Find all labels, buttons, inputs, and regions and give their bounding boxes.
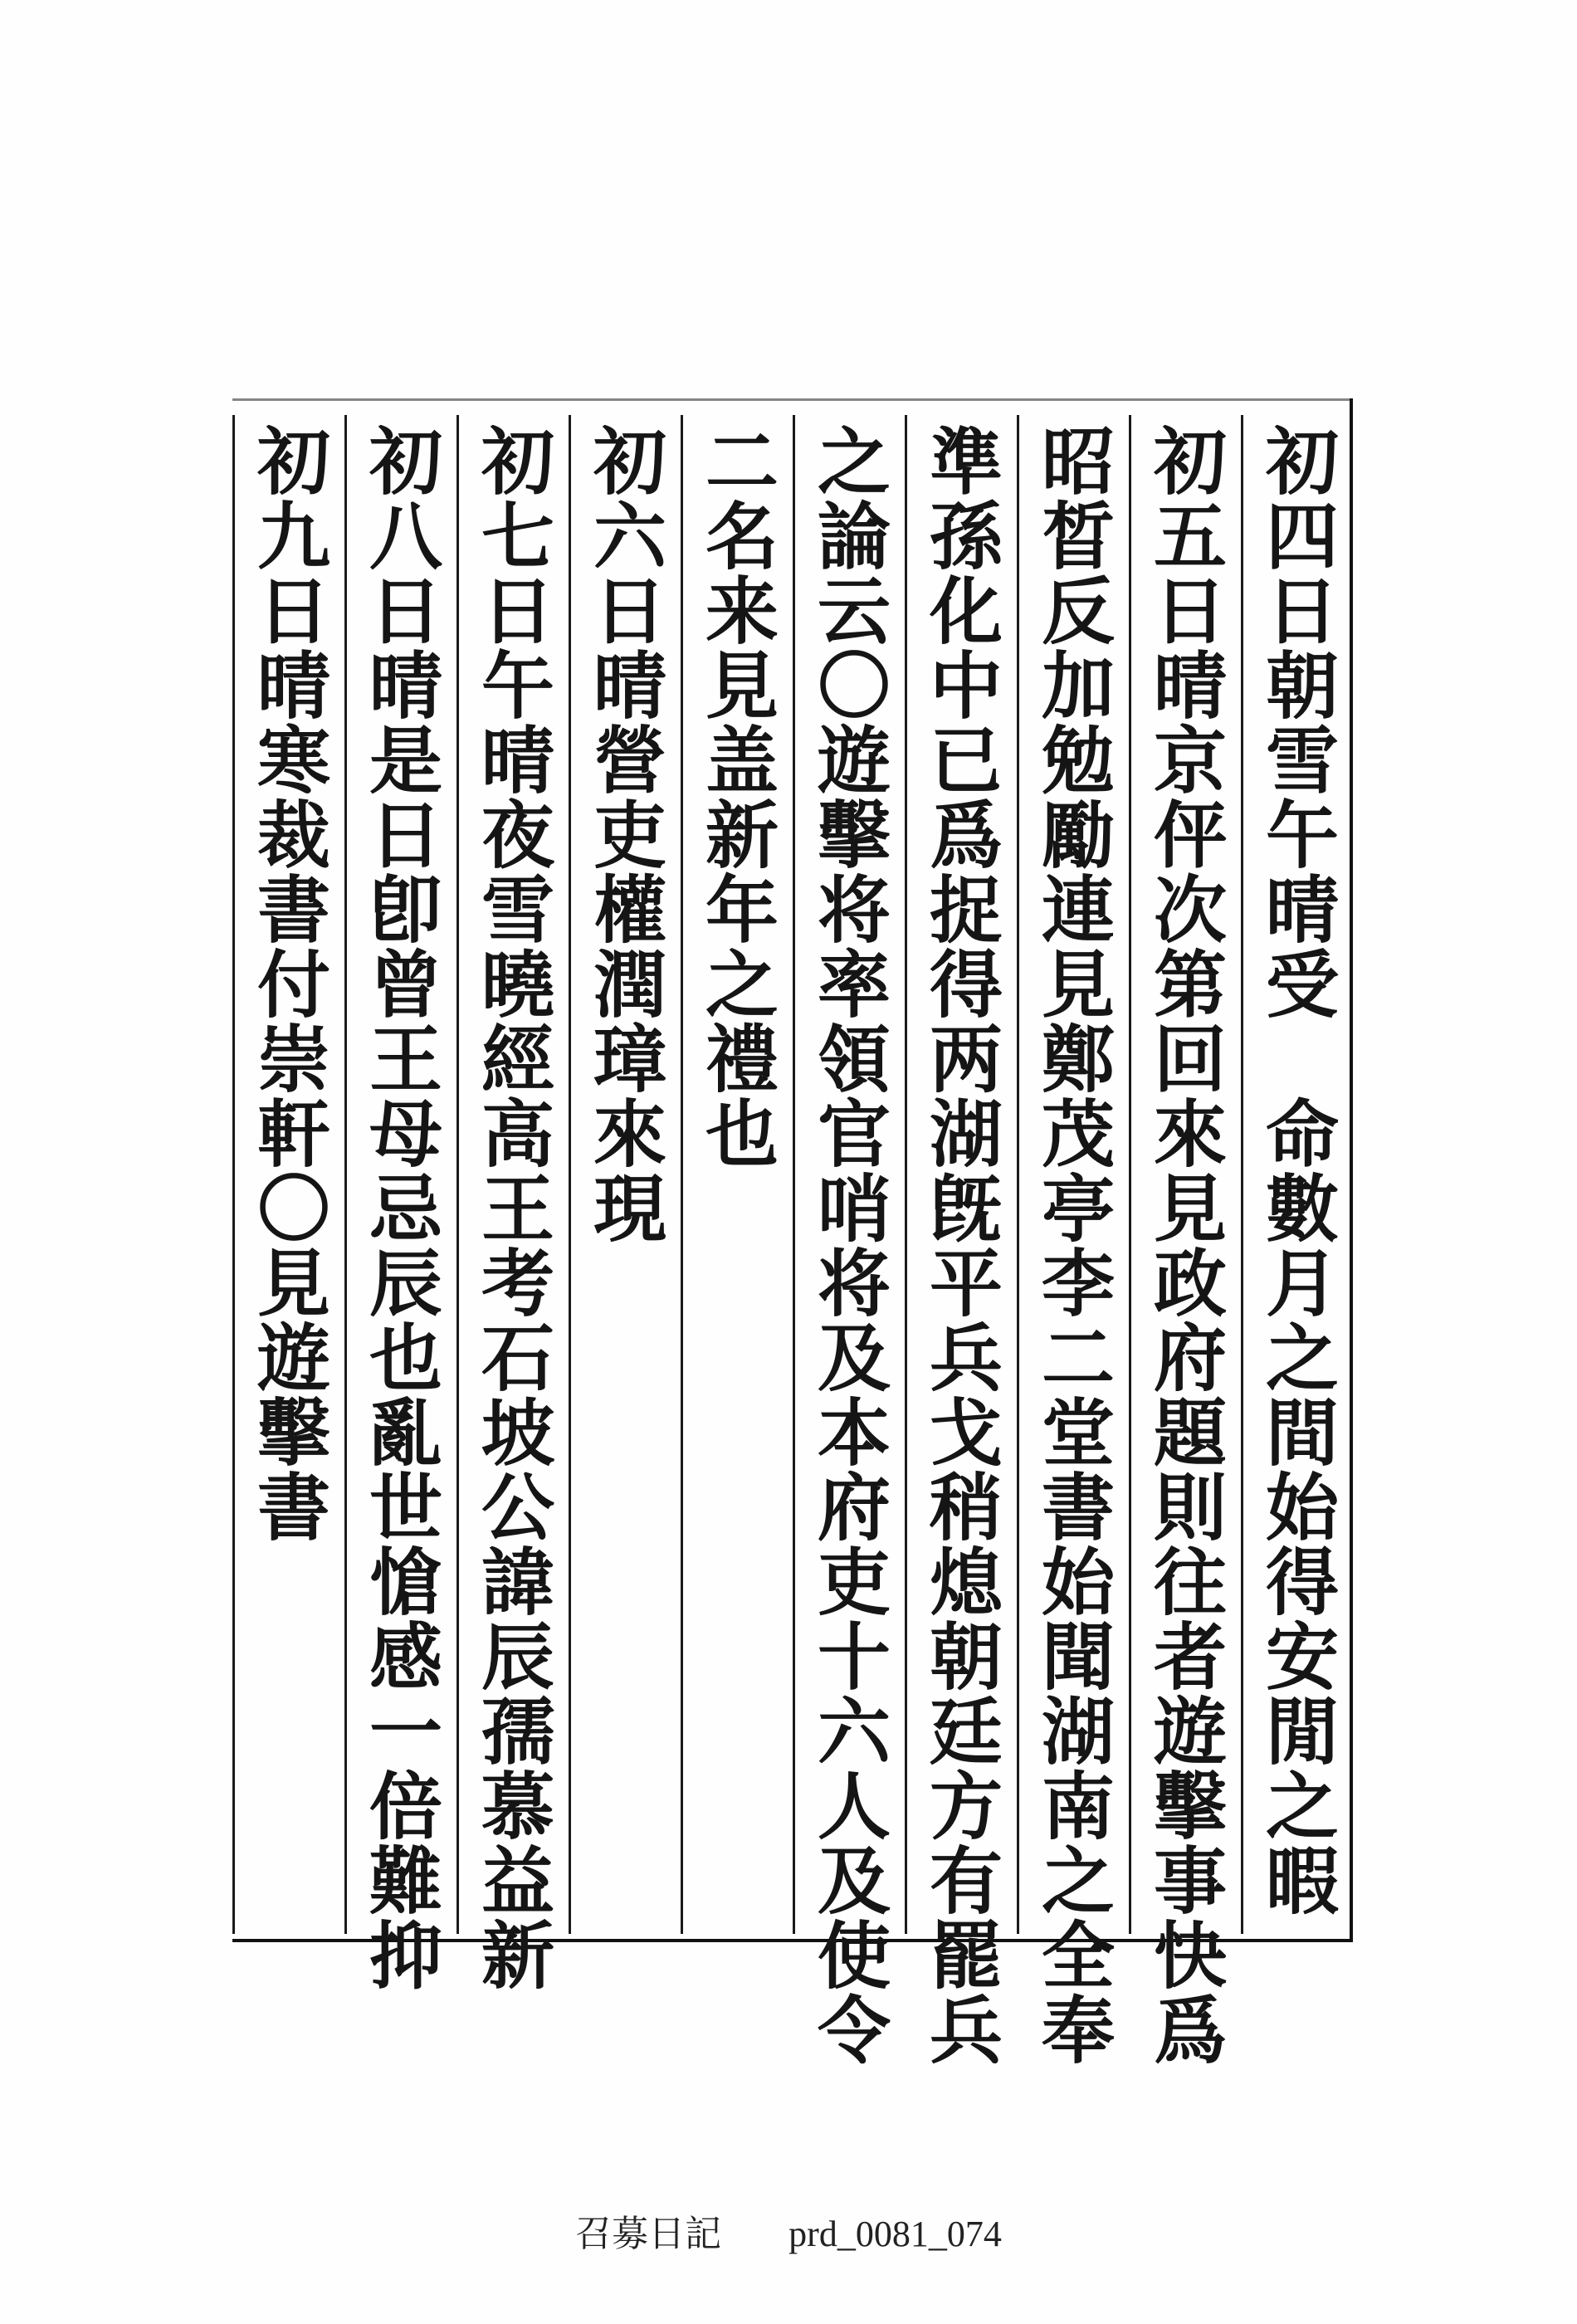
text-block: [232, 398, 1353, 2067]
column-6: [681, 415, 791, 1934]
column-1-text: 初四日朝雪午晴受 命數月之間始得安閒之暇: [1254, 423, 1340, 1917]
column-10: [232, 415, 343, 1934]
column-9-text: 初八日晴是日卽曾王母忌辰也亂世愴感一倍難抑: [358, 423, 444, 1992]
column-7: [569, 415, 679, 1934]
page-footer: [0, 2204, 1577, 2257]
column-2-text: 初五日晴京伻次第回來見政府題則往者遊擊事快爲: [1142, 423, 1228, 2067]
column-1: [1241, 415, 1351, 1934]
column-6-text: 二名来見盖新年之禮也: [694, 423, 780, 1170]
column-4: [905, 415, 1015, 2067]
column-8-text: 初七日午晴夜雪曉經高王考石坡公諱辰孺慕益新: [470, 423, 556, 1992]
frame-top-border: [232, 398, 1353, 401]
column-9: [344, 415, 455, 1992]
column-4-text: 準孫化中已爲捉得两湖旣平兵戈稍熄朝廷方有罷兵: [918, 423, 1004, 2067]
column-5-text: 之論云〇遊擊将率領官哨将及本府吏十六人及使令: [806, 423, 892, 2067]
column-7-text: 初六日晴營吏權潤璋來現: [582, 423, 668, 1245]
column-2: [1129, 415, 1239, 2067]
column-3-text: 昭晳反加勉勵連見鄭茂亭李二堂書始聞湖南之全奉: [1030, 423, 1116, 2067]
column-10-text: 初九日晴寒裁書付崇軒〇見遊擊書: [246, 423, 332, 1544]
column-3: [1017, 415, 1127, 2067]
footer-title: 召募日記: [575, 2214, 722, 2254]
footer-code: prd_0081_074: [788, 2214, 1002, 2254]
column-8: [456, 415, 567, 1992]
column-5: [793, 415, 903, 2067]
